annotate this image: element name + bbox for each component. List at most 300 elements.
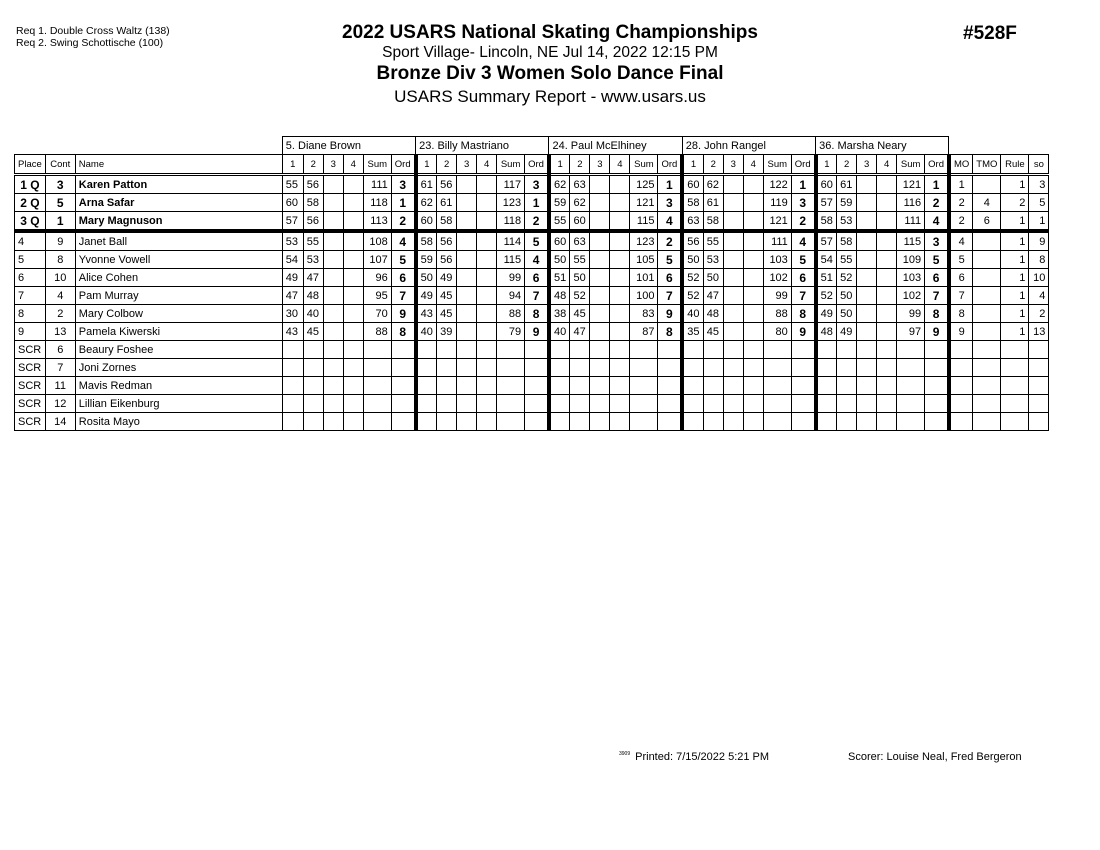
score-cell — [477, 287, 497, 305]
score-cell — [303, 395, 323, 413]
sum-cell: 88 — [763, 305, 791, 323]
score-cell — [877, 323, 897, 341]
score-cell — [282, 395, 303, 413]
tmo-cell — [973, 395, 1001, 413]
score-cell — [457, 395, 477, 413]
place-cell: 9 — [15, 323, 46, 341]
score-cell: 56 — [303, 175, 323, 194]
score-cell — [590, 359, 610, 377]
table-row — [15, 287, 1049, 305]
championship-title: 2022 USARS National Skating Championships — [342, 22, 758, 43]
place-cell: 6 — [15, 269, 46, 287]
score-cell — [743, 359, 763, 377]
score-cell — [610, 287, 630, 305]
score-cell: 63 — [570, 231, 590, 251]
score-cell — [682, 359, 703, 377]
so-cell — [1029, 341, 1049, 359]
score-cell: 60 — [282, 194, 303, 212]
ordinal-cell — [391, 359, 415, 377]
score-cell: 58 — [416, 231, 437, 251]
sum-cell: 103 — [763, 251, 791, 269]
sum-cell — [763, 341, 791, 359]
so-cell — [1029, 413, 1049, 431]
ordinal-cell: 9 — [391, 305, 415, 323]
header-judge-col: 3 — [590, 155, 610, 175]
sum-cell: 96 — [363, 269, 391, 287]
score-cell — [743, 395, 763, 413]
ordinal-cell: 7 — [658, 287, 682, 305]
score-cell — [723, 269, 743, 287]
score-cell — [590, 194, 610, 212]
ordinal-cell: 4 — [391, 231, 415, 251]
so-cell: 13 — [1029, 323, 1049, 341]
ordinal-cell: 7 — [925, 287, 949, 305]
score-cell — [877, 231, 897, 251]
header-place: Place — [15, 155, 46, 175]
header-judge-col: Ord — [658, 155, 682, 175]
score-cell — [323, 212, 343, 232]
score-cell: 59 — [416, 251, 437, 269]
score-cell: 55 — [570, 251, 590, 269]
score-cell — [549, 341, 570, 359]
score-cell — [857, 305, 877, 323]
score-cell: 51 — [816, 269, 837, 287]
cont-cell: 13 — [45, 323, 75, 341]
score-cell — [416, 413, 437, 431]
score-cell — [857, 377, 877, 395]
header-so: so — [1029, 155, 1049, 175]
sum-cell — [763, 377, 791, 395]
score-cell: 52 — [816, 287, 837, 305]
cont-cell: 4 — [45, 287, 75, 305]
score-cell — [610, 269, 630, 287]
score-cell: 54 — [282, 251, 303, 269]
score-cell — [723, 323, 743, 341]
score-cell — [610, 194, 630, 212]
mo-cell: 2 — [949, 194, 973, 212]
ordinal-cell — [658, 341, 682, 359]
cont-cell: 5 — [45, 194, 75, 212]
ordinal-cell: 7 — [525, 287, 549, 305]
score-cell — [323, 395, 343, 413]
score-cell: 56 — [437, 175, 457, 194]
sum-cell: 102 — [763, 269, 791, 287]
cont-cell: 8 — [45, 251, 75, 269]
event-title: Bronze Div 3 Women Solo Dance Final — [376, 63, 724, 84]
score-cell — [437, 395, 457, 413]
table-row — [15, 305, 1049, 323]
skater-name: Mary Magnuson — [75, 212, 282, 232]
score-cell — [703, 359, 723, 377]
mo-cell: 6 — [949, 269, 973, 287]
score-cell — [457, 287, 477, 305]
score-cell: 40 — [549, 323, 570, 341]
ordinal-cell: 6 — [658, 269, 682, 287]
ordinal-cell: 5 — [525, 231, 549, 251]
score-cell — [303, 359, 323, 377]
ordinal-cell — [391, 377, 415, 395]
score-cell: 49 — [282, 269, 303, 287]
score-cell — [837, 377, 857, 395]
ordinal-cell: 2 — [791, 212, 815, 232]
score-cell — [343, 269, 363, 287]
score-cell: 58 — [816, 212, 837, 232]
so-cell: 8 — [1029, 251, 1049, 269]
score-cell — [570, 341, 590, 359]
sum-cell — [763, 359, 791, 377]
score-cell — [610, 212, 630, 232]
score-cell — [610, 305, 630, 323]
ordinal-cell: 8 — [525, 305, 549, 323]
sum-cell: 109 — [897, 251, 925, 269]
score-cell — [857, 251, 877, 269]
score-cell — [457, 341, 477, 359]
skater-name: Mavis Redman — [75, 377, 282, 395]
ordinal-cell: 7 — [791, 287, 815, 305]
score-cell: 48 — [549, 287, 570, 305]
so-cell: 9 — [1029, 231, 1049, 251]
header-judge-col: Ord — [791, 155, 815, 175]
skater-name: Alice Cohen — [75, 269, 282, 287]
score-cell: 56 — [682, 231, 703, 251]
ordinal-cell: 2 — [525, 212, 549, 232]
so-cell: 5 — [1029, 194, 1049, 212]
score-cell — [477, 269, 497, 287]
ordinal-cell — [525, 395, 549, 413]
cont-cell: 6 — [45, 341, 75, 359]
header-cont: Cont — [45, 155, 75, 175]
score-cell — [857, 287, 877, 305]
score-cell: 49 — [416, 287, 437, 305]
rule-cell: 1 — [1001, 175, 1029, 194]
ordinal-cell: 3 — [791, 194, 815, 212]
score-cell — [457, 377, 477, 395]
score-cell — [549, 377, 570, 395]
score-cell — [857, 323, 877, 341]
score-cell: 54 — [816, 251, 837, 269]
score-cell — [816, 395, 837, 413]
score-cell: 53 — [837, 212, 857, 232]
skater-name: Janet Ball — [75, 231, 282, 251]
header-judge-col: 4 — [610, 155, 630, 175]
column-header-row — [15, 155, 1049, 175]
mo-cell: 4 — [949, 231, 973, 251]
so-cell: 3 — [1029, 175, 1049, 194]
skater-name: Rosita Mayo — [75, 413, 282, 431]
sum-cell: 105 — [630, 251, 658, 269]
judge-name: 24. Paul McElhiney — [549, 137, 682, 155]
tmo-cell — [973, 323, 1001, 341]
place-cell: 8 — [15, 305, 46, 323]
score-cell: 62 — [549, 175, 570, 194]
cont-cell: 10 — [45, 269, 75, 287]
so-cell — [1029, 395, 1049, 413]
so-cell — [1029, 377, 1049, 395]
sum-cell: 102 — [897, 287, 925, 305]
sum-cell: 123 — [630, 231, 658, 251]
score-cell — [877, 413, 897, 431]
so-cell — [1029, 359, 1049, 377]
score-cell — [857, 359, 877, 377]
score-cell — [323, 305, 343, 323]
score-cell: 52 — [682, 287, 703, 305]
score-cell — [857, 212, 877, 232]
sum-cell: 111 — [897, 212, 925, 232]
score-cell — [816, 359, 837, 377]
ordinal-cell — [525, 413, 549, 431]
score-cell: 47 — [282, 287, 303, 305]
score-cell: 52 — [570, 287, 590, 305]
score-cell — [477, 305, 497, 323]
ordinal-cell: 4 — [525, 251, 549, 269]
score-cell — [477, 251, 497, 269]
score-cell — [282, 341, 303, 359]
score-cell — [477, 341, 497, 359]
score-cell — [570, 413, 590, 431]
score-cell — [457, 231, 477, 251]
ordinal-cell — [658, 413, 682, 431]
score-cell — [877, 341, 897, 359]
tiny-code: 3909 — [619, 751, 631, 758]
score-cell — [610, 323, 630, 341]
ordinal-cell — [391, 413, 415, 431]
table-row — [15, 413, 1049, 431]
table-row — [15, 395, 1049, 413]
score-cell: 56 — [437, 231, 457, 251]
score-cell — [743, 305, 763, 323]
header-judge-col: 4 — [477, 155, 497, 175]
skater-name: Karen Patton — [75, 175, 282, 194]
score-cell: 58 — [303, 194, 323, 212]
sum-cell: 121 — [630, 194, 658, 212]
score-cell: 57 — [282, 212, 303, 232]
skater-name: Yvonne Vowell — [75, 251, 282, 269]
score-cell: 55 — [303, 231, 323, 251]
header-judge-col: 4 — [343, 155, 363, 175]
score-cell — [343, 287, 363, 305]
place-cell: 2 Q — [15, 194, 46, 212]
score-cell — [457, 359, 477, 377]
score-cell — [323, 251, 343, 269]
score-cell — [610, 413, 630, 431]
header-tmo: TMO — [973, 155, 1001, 175]
title-block — [300, 22, 800, 108]
score-cell — [703, 377, 723, 395]
printed-info — [619, 751, 769, 763]
score-cell — [877, 377, 897, 395]
header-judge-col: Ord — [525, 155, 549, 175]
score-cell — [743, 377, 763, 395]
score-cell: 50 — [703, 269, 723, 287]
score-cell — [682, 413, 703, 431]
ordinal-cell: 5 — [925, 251, 949, 269]
score-cell — [590, 231, 610, 251]
requirements-list — [16, 25, 170, 49]
score-cell: 62 — [416, 194, 437, 212]
cont-cell: 9 — [45, 231, 75, 251]
score-cell — [610, 175, 630, 194]
score-cell: 60 — [682, 175, 703, 194]
sum-cell: 118 — [497, 212, 525, 232]
score-cell — [877, 175, 897, 194]
ordinal-cell: 1 — [391, 194, 415, 212]
score-cell: 57 — [816, 194, 837, 212]
score-cell — [477, 194, 497, 212]
score-cell: 45 — [570, 305, 590, 323]
score-cell — [343, 359, 363, 377]
report-title: USARS Summary Report - www.usars.us — [394, 87, 706, 106]
table-row — [15, 175, 1049, 194]
score-cell: 50 — [570, 269, 590, 287]
sum-cell: 118 — [363, 194, 391, 212]
sum-cell: 103 — [897, 269, 925, 287]
score-cell — [590, 287, 610, 305]
ordinal-cell: 6 — [525, 269, 549, 287]
header-judge-col: Sum — [630, 155, 658, 175]
sum-cell: 115 — [630, 212, 658, 232]
ordinal-cell: 9 — [658, 305, 682, 323]
header-judge-col: 1 — [549, 155, 570, 175]
score-cell — [610, 377, 630, 395]
rule-cell — [1001, 377, 1029, 395]
sum-cell: 121 — [897, 175, 925, 194]
score-cell — [723, 175, 743, 194]
table-row — [15, 251, 1049, 269]
sum-cell: 99 — [897, 305, 925, 323]
score-cell — [877, 194, 897, 212]
score-cell — [323, 194, 343, 212]
score-cell — [477, 323, 497, 341]
score-cell: 56 — [303, 212, 323, 232]
score-cell — [877, 251, 897, 269]
score-cell: 49 — [837, 323, 857, 341]
sum-cell — [497, 377, 525, 395]
score-cell — [323, 231, 343, 251]
score-cell — [549, 395, 570, 413]
rule-cell — [1001, 395, 1029, 413]
sum-cell: 115 — [897, 231, 925, 251]
score-cell — [477, 212, 497, 232]
ordinal-cell: 2 — [925, 194, 949, 212]
score-cell — [303, 341, 323, 359]
blank-cell — [15, 137, 283, 155]
score-cell — [743, 231, 763, 251]
score-cell — [570, 377, 590, 395]
ordinal-cell: 5 — [391, 251, 415, 269]
score-cell — [323, 359, 343, 377]
ordinal-cell: 8 — [791, 305, 815, 323]
tmo-cell — [973, 377, 1001, 395]
so-cell: 10 — [1029, 269, 1049, 287]
score-cell — [723, 212, 743, 232]
header-judge-col: Ord — [925, 155, 949, 175]
score-cell: 62 — [703, 175, 723, 194]
score-cell: 53 — [703, 251, 723, 269]
place-cell: SCR — [15, 395, 46, 413]
score-cell: 48 — [816, 323, 837, 341]
sum-cell: 94 — [497, 287, 525, 305]
sum-cell — [897, 413, 925, 431]
judge-header-row — [15, 137, 1049, 155]
ordinal-cell — [791, 341, 815, 359]
score-cell: 60 — [549, 231, 570, 251]
score-cell: 48 — [703, 305, 723, 323]
score-cell — [477, 395, 497, 413]
ordinal-cell — [391, 341, 415, 359]
score-cell — [343, 413, 363, 431]
score-cell — [857, 175, 877, 194]
tmo-cell — [973, 413, 1001, 431]
score-cell — [343, 251, 363, 269]
score-cell — [437, 341, 457, 359]
rule-cell: 1 — [1001, 269, 1029, 287]
rule-cell — [1001, 413, 1029, 431]
header-judge-col: 2 — [437, 155, 457, 175]
score-cell — [477, 413, 497, 431]
sum-cell — [897, 395, 925, 413]
score-cell — [723, 251, 743, 269]
score-cell — [457, 212, 477, 232]
sum-cell — [897, 377, 925, 395]
score-cell: 57 — [816, 231, 837, 251]
mo-cell: 1 — [949, 175, 973, 194]
score-cell — [610, 231, 630, 251]
judge-name: 23. Billy Mastriano — [416, 137, 549, 155]
rule-cell: 2 — [1001, 194, 1029, 212]
sum-cell — [363, 341, 391, 359]
score-cell — [857, 231, 877, 251]
header-rule: Rule — [1001, 155, 1029, 175]
skater-name: Mary Colbow — [75, 305, 282, 323]
ordinal-cell: 9 — [925, 323, 949, 341]
sum-cell: 115 — [497, 251, 525, 269]
score-cell — [343, 395, 363, 413]
header-judge-col: 1 — [282, 155, 303, 175]
tmo-cell: 6 — [973, 212, 1001, 232]
judge-name: 28. John Rangel — [682, 137, 815, 155]
sum-cell: 83 — [630, 305, 658, 323]
score-cell — [743, 323, 763, 341]
score-cell — [857, 341, 877, 359]
skater-name: Lillian Eikenburg — [75, 395, 282, 413]
header-judge-col: 3 — [457, 155, 477, 175]
ordinal-cell — [791, 395, 815, 413]
sum-cell: 79 — [497, 323, 525, 341]
score-cell — [743, 194, 763, 212]
tmo-cell — [973, 341, 1001, 359]
score-cell: 63 — [570, 175, 590, 194]
score-cell: 58 — [703, 212, 723, 232]
score-cell — [477, 231, 497, 251]
score-cell — [282, 359, 303, 377]
sum-cell — [630, 377, 658, 395]
score-cell: 56 — [437, 251, 457, 269]
score-cell: 61 — [703, 194, 723, 212]
score-cell: 45 — [437, 287, 457, 305]
ordinal-cell — [925, 377, 949, 395]
header-judge-col: 1 — [682, 155, 703, 175]
score-cell — [323, 413, 343, 431]
blank-cell — [949, 137, 1049, 155]
ordinal-cell — [658, 359, 682, 377]
score-cell — [590, 377, 610, 395]
ordinal-cell — [925, 395, 949, 413]
score-cell — [457, 269, 477, 287]
score-cell — [723, 413, 743, 431]
score-cell — [416, 377, 437, 395]
table-row — [15, 341, 1049, 359]
score-cell — [816, 413, 837, 431]
